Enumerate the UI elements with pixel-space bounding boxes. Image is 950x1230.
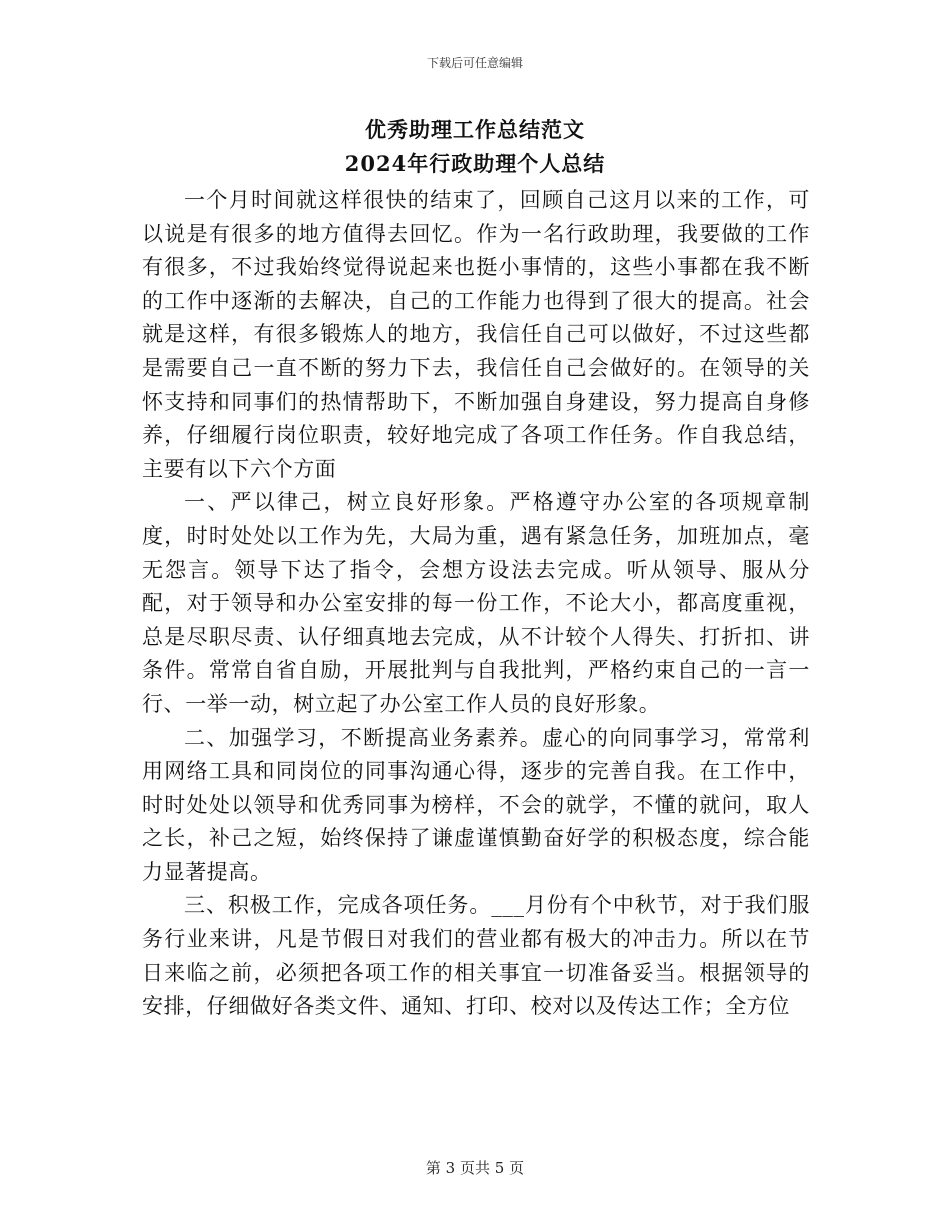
document-subtitle: 2024年行政助理个人总结 [344,151,606,176]
paragraph-section-3: 三、积极工作，完成各项任务。___月份有个中秋节，对于我们服务行业来讲，凡是节假日对我们的营业都有极大的冲击力。所以在节日来临之前，必须把各项工作的相关事宜一切准备妥当。根据领导的安排，仔细做好各类文件、通知、打印、校对以及传达工作；全方位 [142,893,810,1019]
paragraph-intro: 一个月时间就这样很快的结束了，回顾自己这月以来的工作，可以说是有很多的地方值得去回忆。作为一名行政助理，我要做的工作有很多，不过我始终觉得说起来也挺小事情的，这些小事都在我不断的工作中逐渐的去解决，自己的工作能力也得到了很大的提高。社会就是这样，有很多锻炼人的地方，我信任自己可以做好，不过这些都是需要自己一直不断的努力下去，我信任自己会做好的。在领导的关怀支持和同事们的热情帮助下，不断加强自身建设，努力提高自身修养，仔细履行岗位职责，较好地完成了各项工作任务。作自我总结，主要有以下六个方面 [142,188,810,481]
document-body [142,184,810,1024]
page-number: 第 3 页共 5 页 [425,1159,525,1177]
document-title: 优秀助理工作总结范文 [365,117,585,142]
header-note: 下载后可任意编辑 [426,56,523,70]
paragraph-section-1: 一、严以律己，树立良好形象。严格遵守办公室的各项规章制度，时时处处以工作为先，大局为重，遇有紧急任务，加班加点，毫无怨言。领导下达了指令，会想方设法去完成。听从领导、服从分配，对于领导和办公室安排的每一份工作，不论大小，都高度重视，总是尽职尽责、认仔细真地去完成，从不计较个人得失、打折扣、讲条件。常常自省自励，开展批判与自我批判，严格约束自己的一言一行、一举一动，树立起了办公室工作人员的良好形象。 [142,490,810,716]
paragraph-section-2: 二、加强学习，不断提高业务素养。虚心的向同事学习，常常利用网络工具和同岗位的同事沟通心得，逐步的完善自我。在工作中，时时处处以领导和优秀同事为榜样，不会的就学，不懂的就问，取人之长，补己之短，始终保持了谦虚谨慎勤奋好学的积极态度，综合能力显著提高。 [142,725,810,884]
